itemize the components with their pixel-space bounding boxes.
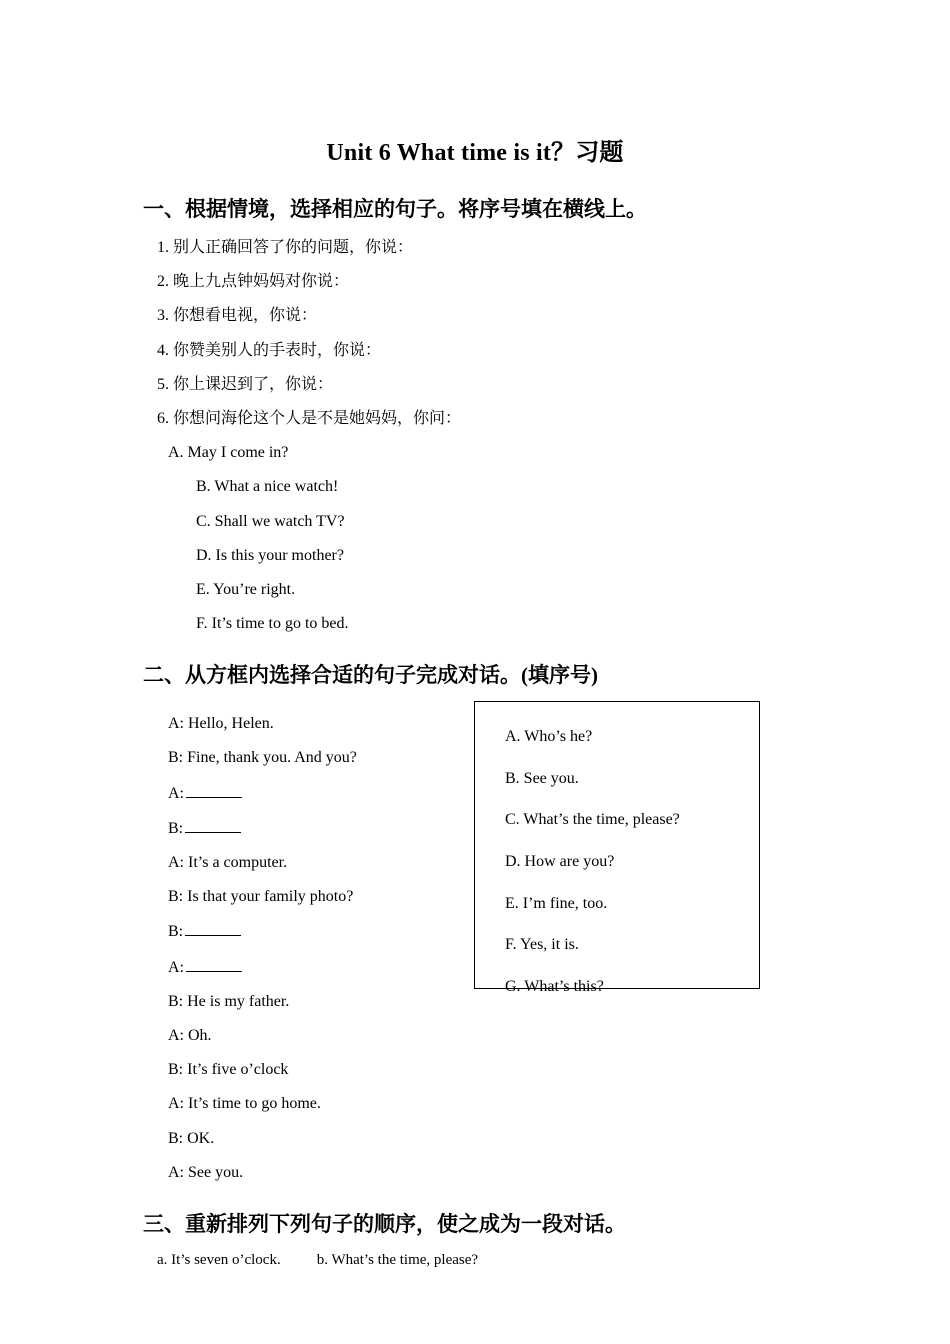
section-1-option: A. May I come in?	[168, 444, 289, 462]
dialog-line: A: Hello, Helen.	[168, 715, 274, 733]
section-1-question: 5. 你上课迟到了，你说：	[157, 375, 334, 393]
dialog-speaker: A:	[168, 958, 184, 976]
section-3-items	[0, 1238, 950, 1269]
choice-item: F. Yes, it is.	[505, 936, 579, 954]
dialog-speaker: B:	[168, 923, 184, 941]
page-title: Unit 6 What time is it？习题	[326, 140, 624, 166]
section-1-heading: 一、根据情境，选择相应的句子。将序号填在横线上。	[143, 197, 647, 221]
dialog-speaker: B:	[168, 819, 184, 837]
dialog-line: B: OK.	[168, 1129, 215, 1147]
dialog-line: A: It’s time to go home.	[168, 1095, 321, 1113]
dialog-line: A: See you.	[168, 1163, 244, 1181]
answer-blank[interactable]	[185, 921, 241, 936]
section-1-option: E. You’re right.	[196, 580, 296, 598]
section-3-item-a: a. It’s seven o’clock.	[157, 1251, 281, 1268]
section-3-item-b: b. What’s the time, please?	[316, 1251, 479, 1268]
dialog-line: B: Is that your family photo?	[168, 888, 354, 906]
section-1-option: D. Is this your mother?	[196, 546, 344, 564]
section-1-question: 3. 你想看电视，你说：	[157, 307, 318, 325]
answer-blank[interactable]	[186, 957, 242, 972]
dialog-line: B: He is my father.	[168, 992, 290, 1010]
choice-item: B. See you.	[505, 769, 579, 787]
dialog-line: B: It’s five o’clock	[168, 1061, 289, 1079]
choice-item: G. What’s this?	[505, 977, 604, 995]
section-1-question: 4. 你赞美别人的手表时，你说：	[157, 341, 382, 359]
choice-item: E. I’m fine, too.	[505, 894, 608, 912]
section-2-body	[0, 699, 950, 1182]
dialog-speaker: A:	[168, 784, 184, 802]
dialog-line: B: Fine, thank you. And you?	[168, 749, 357, 767]
answer-blank[interactable]	[185, 818, 241, 833]
choice-item: D. How are you?	[505, 853, 615, 871]
section-3-heading: 三、重新排列下列句子的顺序，使之成为一段对话。	[143, 1211, 626, 1236]
section-1-question: 2. 晚上九点钟妈妈对你说：	[157, 273, 350, 291]
choice-item: C. What’s the time, please?	[505, 811, 680, 829]
section-1-option: F. It’s time to go to bed.	[196, 615, 349, 633]
section-2-heading: 二、从方框内选择合适的句子完成对话。(填序号)	[143, 663, 598, 688]
dialog-line: A: Oh.	[168, 1026, 212, 1044]
section-1-option: C. Shall we watch TV?	[196, 512, 345, 530]
choice-box	[474, 701, 760, 995]
answer-blank[interactable]	[186, 783, 242, 798]
dialog-line: A: It’s a computer.	[168, 854, 288, 871]
section-1-question: 1. 别人正确回答了你的问题，你说：	[157, 239, 414, 256]
section-1-option: B. What a nice watch!	[196, 478, 339, 496]
section-1-question: 6. 你想问海伦这个人是不是她妈妈，你问：	[157, 409, 462, 427]
choice-item: A. Who’s he?	[505, 728, 593, 746]
